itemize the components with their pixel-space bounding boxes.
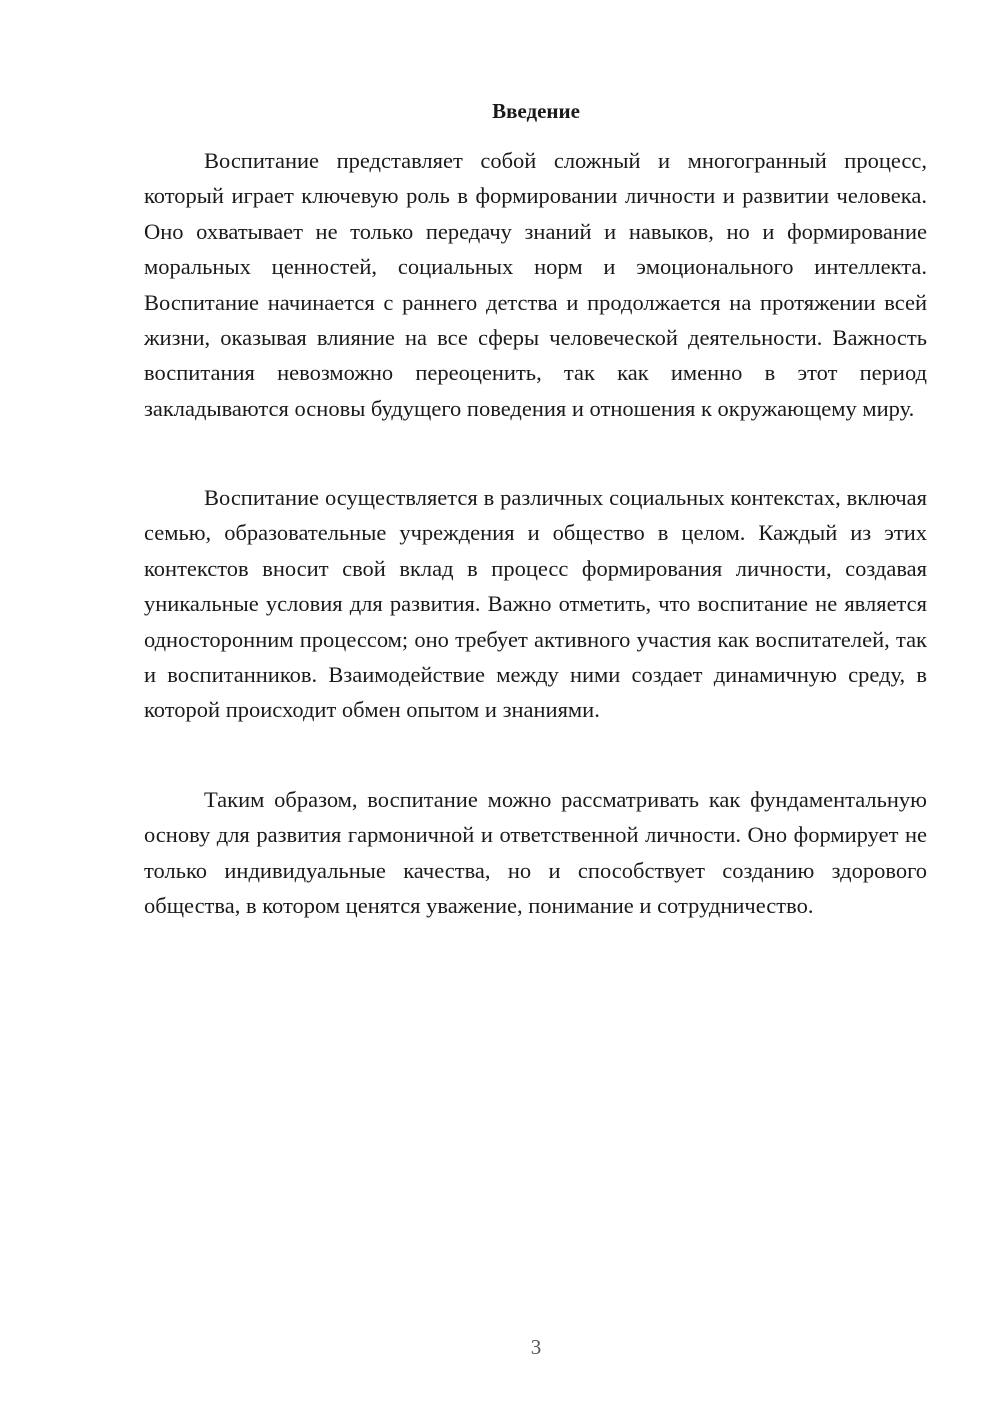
page-number: 3 [530, 1335, 542, 1359]
paragraph-1: Воспитание представляет собой сложный и многогранный процесс, который играет ключевую роль в формировании личности и развитии человека. Оно охватывает не только передачу знаний и навыков, но и формирование моральных ценностей, социальных норм и эмоционального интеллекта. Воспитание начинается с раннего детства и продолжается на протяжении всей жизни, оказывая влияние на все сферы человеческой деятельности. Важность воспитания невозможно переоценить, так как именно в этот период закладываются основы будущего поведения и отношения к окружающему миру. [144, 148, 927, 421]
paragraph-2: Воспитание осуществляется в различных социальных контекстах, включая семью, образовательные учреждения и общество в целом. Каждый из этих контекстов вносит свой вклад в процесс формирования личности, создавая уникальные условия для развития. Важно отметить, что воспитание не является односторонним процессом; оно требует активного участия как воспитателей, так и воспитанников. Взаимодействие между ними создает динамичную среду, в которой происходит обмен опытом и знаниями. [144, 485, 927, 723]
section-heading: Введение [492, 99, 580, 123]
paragraph-3: Таким образом, воспитание можно рассматривать как фундаментальную основу для развития гармоничной и ответственной личности. Оно формирует не только индивидуальные качества, но и способствует созданию здорового общества, в котором ценятся уважение, понимание и сотрудничество. [144, 787, 927, 919]
